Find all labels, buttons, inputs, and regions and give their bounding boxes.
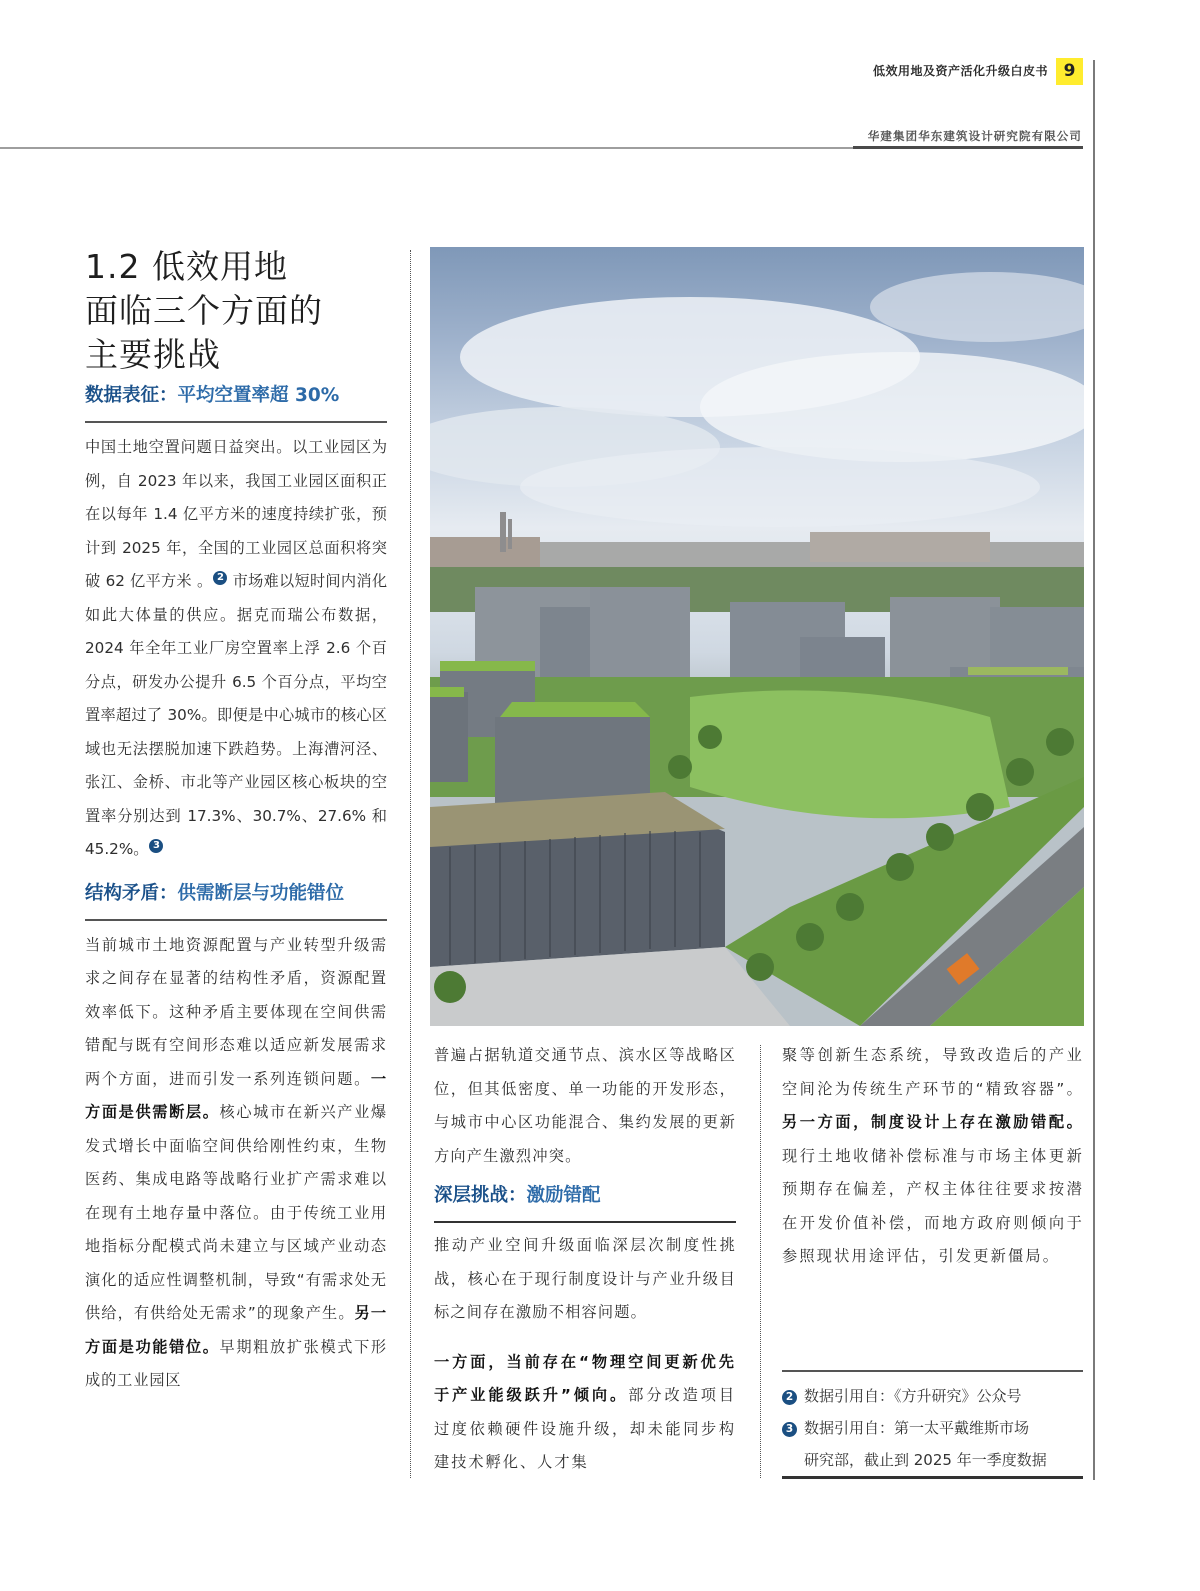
column-divider-left: [410, 250, 411, 1478]
paragraph-incentive-cont: [782, 1039, 1084, 1274]
right-column: [782, 1039, 1084, 1274]
footnote-3: [782, 1412, 1083, 1444]
subheading-topic: 平均空置率超 30%: [177, 385, 340, 406]
page-number-badge: 9: [1056, 58, 1083, 85]
footnote-3-continued: 研究部，截止到 2025 年一季度数据: [804, 1451, 1047, 1469]
subheading-topic: 激励错配: [526, 1185, 601, 1206]
paragraph-function-mismatch-cont: 普遍占据轨道交通节点、滨水区等战略区位，但其低密度、单一功能的开发形态，与城市中心区功能混合、集约发展的更新方向产生激烈冲突。: [434, 1046, 736, 1165]
column-divider-right: [760, 1045, 761, 1478]
emphasis-supply-gap: 一方面是供需断层。: [85, 1069, 387, 1121]
text-span: 市场难以短时间内消化如此大体量的供应。据克而瑞公布数据，2024 年全年工业厂房空置率上浮 2.6 个百分点，研发办公提升 6.5 个百分点，平均空置率超过了 30%。即便是中心城市的核心区域也无法摆脱加速下跌趋势。上海漕河泾、张江、金桥、市北等产业园区核心板块的空置率分别达到 17.3%、30.7%、27.6% 和 45.2%。: [85, 572, 388, 858]
subheading-incentive-mismatch: [434, 1183, 736, 1223]
emphasis-function-mismatch: 另一方面是功能错位。: [85, 1304, 387, 1356]
footnote-number-badge: 2: [782, 1390, 797, 1405]
photo-illustration: [430, 247, 1084, 1026]
organization-name: 华建集团华东建筑设计研究院有限公司: [867, 129, 1082, 143]
subheading-structural-conflict: [85, 881, 387, 921]
footnote-ref-3[interactable]: 3: [149, 839, 163, 853]
section-title-line-2: 面临三个方面的: [85, 291, 323, 330]
footnote-2: [782, 1380, 1083, 1412]
emphasis-physical-space-tendency: 一方面，当前存在“物理空间更新优先于产业能级跃升”倾向。: [434, 1352, 736, 1404]
text-span: 核心城市在新兴产业爆发式增长中面临空间供给刚性约束，生物医药、集成电路等战略行业扩产需求难以在现有土地存量中落位。由于传统工业用地指标分配模式尚未建立与区域产业动态演化的适应性调整机制，导致“有需求处无供给，有供给处无需求”的现象产生。: [85, 1103, 387, 1322]
industrial-park-aerial-photo: [430, 247, 1084, 1026]
emphasis-institutional-mismatch: 另一方面，制度设计上存在激励错配。: [782, 1113, 1084, 1131]
text-span: 部分改造项目过度依赖硬件设施升级，却未能同步构建技术孵化、人才集: [434, 1386, 737, 1471]
subheading-label: 深层挑战：: [434, 1185, 527, 1206]
footnote-ref-2[interactable]: 2: [213, 571, 227, 585]
footnote-text: 数据引用自：第一太平戴维斯市场: [804, 1419, 1030, 1437]
subheading-topic: 供需断层与功能错位: [177, 882, 345, 904]
section-title-line-3: 主要挑战: [85, 335, 221, 374]
section-title: [85, 245, 387, 377]
text-span: 现行土地收储补偿标准与市场主体更新预期存在偏差，产权主体往往要求按潜在开发价值补偿，而地方政府则倾向于参照现状用途评估，引发更新僵局。: [782, 1146, 1084, 1265]
footnote-bottom-rule: [782, 1476, 1083, 1479]
text-span: 早期粗放扩张模式下形成的工业园区: [85, 1337, 387, 1389]
document-title: 低效用地及资产活化升级白皮书: [872, 64, 1048, 78]
text-span: 中国土地空置问题日益突出。以工业园区为例，自 2023 年以来，我国工业园区面积正在以每年 1.4 亿平方米的速度持续扩张，预计到 2025 年，全国的工业园区总面积将突破 62 亿平方米 。: [85, 438, 387, 590]
header-divider-accent: [853, 146, 1083, 149]
paragraph-vacancy-data: [85, 431, 387, 867]
footnotes: [782, 1370, 1083, 1476]
text-span: 当前城市土地资源配置与产业转型升级需求之间存在显著的结构性矛盾，资源配置效率低下。这种矛盾主要体现在空间供需错配与既有空间形态难以适应新发展需求两个方面，进而引发一系列连锁问题。: [85, 935, 387, 1088]
section-title-line-1: 1.2 低效用地: [85, 247, 288, 286]
footnote-text: 数据引用自：《方升研究》公众号: [804, 1387, 1022, 1405]
footnote-number-badge: 3: [782, 1422, 797, 1437]
paragraph-incentive-intro: 推动产业空间升级面临深层次制度性挑战，核心在于现行制度设计与产业升级目标之间存在激励不相容问题。: [434, 1236, 736, 1321]
subheading-data-indicators: [85, 383, 387, 423]
subheading-label: 数据表征：: [85, 385, 178, 406]
paragraph-physical-upgrade: [434, 1346, 736, 1480]
right-margin-rule: [1093, 60, 1095, 1480]
subheading-label: 结构矛盾：: [85, 882, 178, 904]
middle-column: [434, 1039, 736, 1480]
paragraph-structural-conflict: [85, 929, 387, 1398]
text-span: 聚等创新生态系统，导致改造后的产业空间沦为传统生产环节的“精致容器”。: [782, 1046, 1084, 1098]
left-column: [85, 245, 387, 1398]
